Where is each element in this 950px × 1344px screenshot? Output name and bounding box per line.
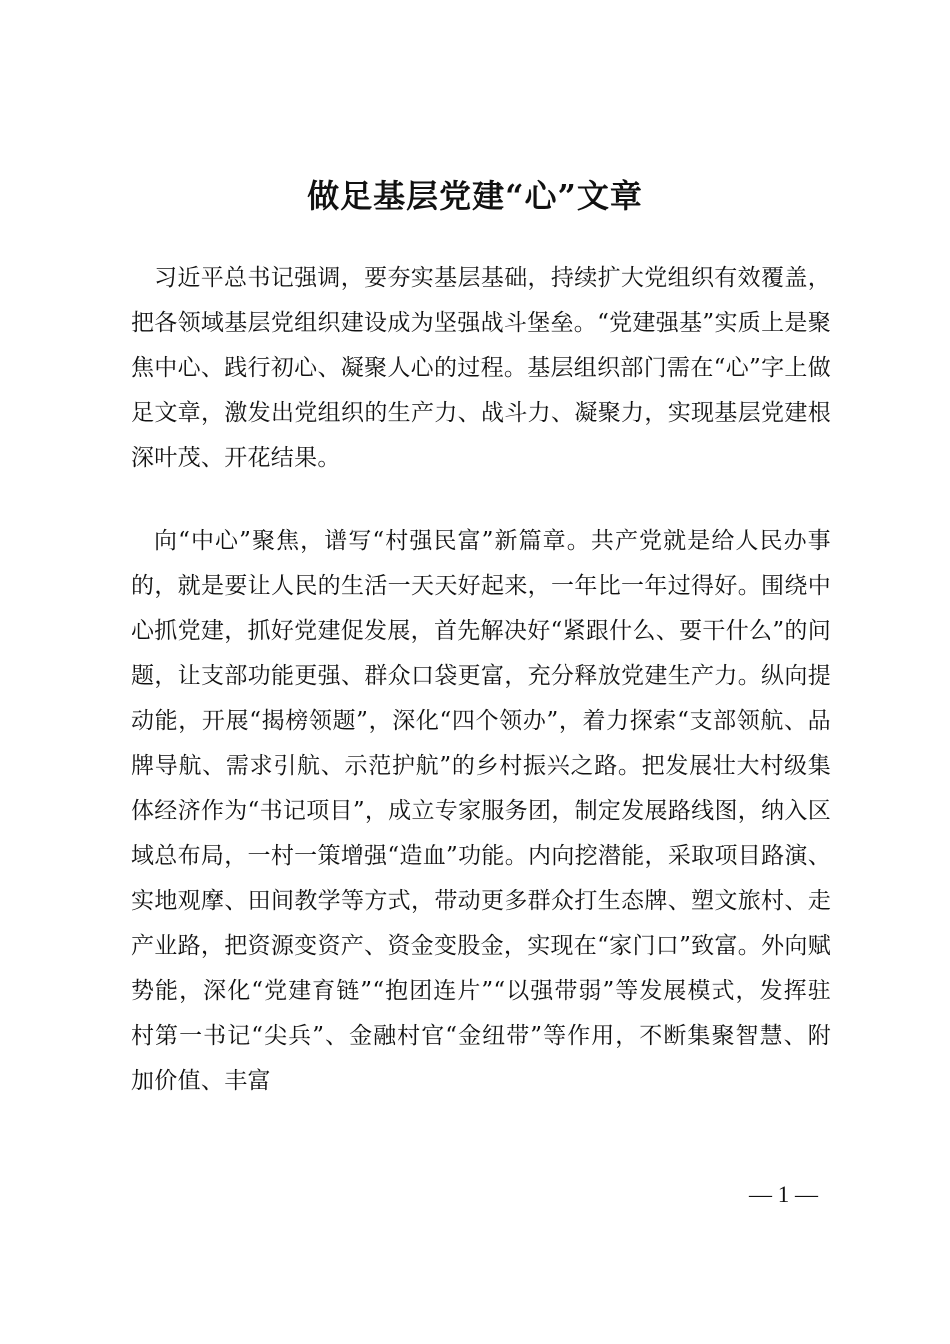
document-title: 做足基层党建“心”文章: [307, 177, 643, 215]
paragraph-center-focus: 向“中心”聚焦，谱写“村强民富”新篇章。共产党就是给人民办事的，就是要让人民的生活一天天好起来，一年比一年过得好。围绕中心抓党建，抓好党建促发展，首先解决好“紧跟什么、要干什么”的问题，让支部功能更强、群众口袋更富，充分释放党建生产力。纵向提动能，开展“揭榜领题”，深化“四个领办”，着力探索“支部领航、品牌导航、需求引航、示范护航”的乡村振兴之路。把发展壮大村级集体经济作为“书记项目”，成立专家服务团，制定发展路线图，纳入区域总布局，一村一策增强“造血”功能。内向挖潜能，采取项目路演、实地观摩、田间教学等方式，带动更多群众打生态牌、塑文旅村、走产业路，把资源变资产、资金变股金，实现在“家门口”致富。外向赋势能，深化“党建育链”“抱团连片”“以强带弱”等发展模式，发挥驻村第一书记“尖兵”、金融村官“金纽带”等作用，不断集聚智慧、附加价值、丰富: [131, 528, 831, 1094]
page-number: — 1 —: [749, 1182, 818, 1207]
paragraph-intro: 习近平总书记强调，要夯实基层基础，持续扩大党组织有效覆盖，把各领域基层党组织建设成为坚强战斗堡垒。“党建强基”实质上是聚焦中心、践行初心、凝聚人心的过程。基层组织部门需在“心”字上做足文章，激发出党组织的生产力、战斗力、凝聚力，实现基层党建根深叶茂、开花结果。: [131, 265, 831, 471]
